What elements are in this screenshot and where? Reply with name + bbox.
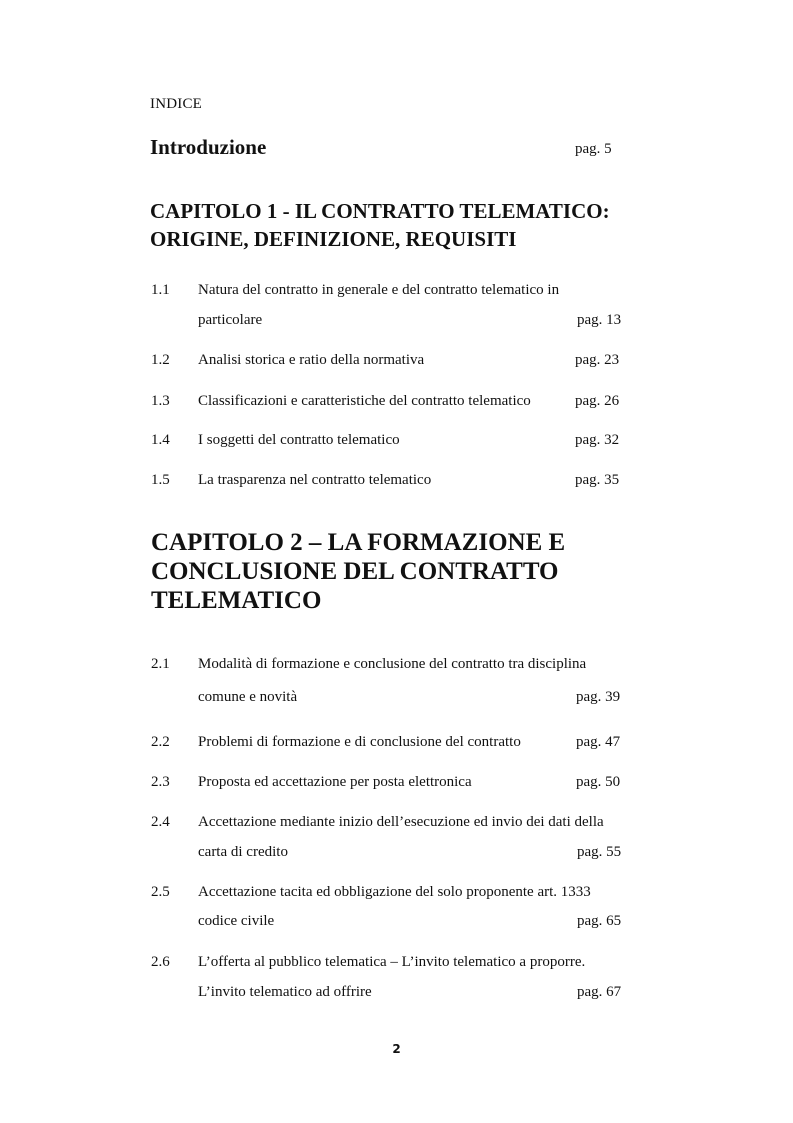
section-number: 2.5 (151, 884, 170, 900)
section-page: pag. 26 (575, 393, 620, 409)
section-page: pag. 35 (575, 472, 620, 488)
section-number: 2.6 (151, 954, 170, 970)
introduction-page: pag. 5 (575, 141, 612, 157)
section-title: L’offerta al pubblico telematica – L’invito telematico a proporre. (198, 954, 586, 970)
section-number: 2.3 (151, 774, 170, 790)
section-title-cont: particolare (198, 312, 263, 328)
section-title: Analisi storica e ratio della normativa (198, 352, 425, 368)
section-page: pag. 13 (577, 312, 622, 328)
index-heading: INDICE (150, 96, 203, 112)
section-page: pag. 50 (576, 774, 621, 790)
section-page: pag. 65 (577, 913, 622, 929)
section-number: 1.5 (151, 472, 170, 488)
section-title: Problemi di formazione e di conclusione del contratto (198, 734, 521, 750)
section-title: Natura del contratto in generale e del contratto telematico in (198, 282, 560, 298)
section-number: 1.3 (151, 393, 170, 409)
section-number: 1.1 (151, 282, 170, 298)
section-number: 1.4 (151, 432, 170, 448)
section-page: pag. 67 (577, 984, 622, 1000)
section-title-cont: comune e novità (198, 689, 298, 705)
section-number: 2.4 (151, 814, 170, 830)
chapter2-title: CAPITOLO 2 – LA FORMAZIONE E CONCLUSIONE DEL CONTRATTO TELEMATICO (151, 529, 566, 614)
section-number: 2.2 (151, 734, 170, 750)
section-page: pag. 39 (576, 689, 621, 705)
section-title: Proposta ed accettazione per posta elettronica (198, 774, 472, 790)
section-number: 2.1 (151, 656, 170, 672)
section-title-cont: L’invito telematico ad offrire (198, 984, 372, 1000)
section-title-cont: codice civile (198, 913, 275, 929)
section-title: Classificazioni e caratteristiche del contratto telematico (198, 393, 531, 409)
section-title: Accettazione mediante inizio dell’esecuzione ed invio dei dati della (198, 814, 604, 830)
section-title: La trasparenza nel contratto telematico (198, 472, 432, 488)
section-page: pag. 23 (575, 352, 620, 368)
page-number: 2 (392, 1042, 401, 1056)
section-title: Accettazione tacita ed obbligazione del solo proponente art. 1333 (198, 884, 591, 900)
introduction-title: Introduzione (150, 135, 267, 159)
section-title: Modalità di formazione e conclusione del contratto tra disciplina (198, 656, 587, 672)
section-title: I soggetti del contratto telematico (198, 432, 400, 448)
section-title-cont: carta di credito (198, 844, 288, 860)
section-number: 1.2 (151, 352, 170, 368)
chapter1-title: CAPITOLO 1 - IL CONTRATTO TELEMATICO: ORIGINE, DEFINIZIONE, REQUISITI (150, 199, 610, 251)
section-page: pag. 47 (576, 734, 621, 750)
section-page: pag. 32 (575, 432, 620, 448)
section-page: pag. 55 (577, 844, 622, 860)
